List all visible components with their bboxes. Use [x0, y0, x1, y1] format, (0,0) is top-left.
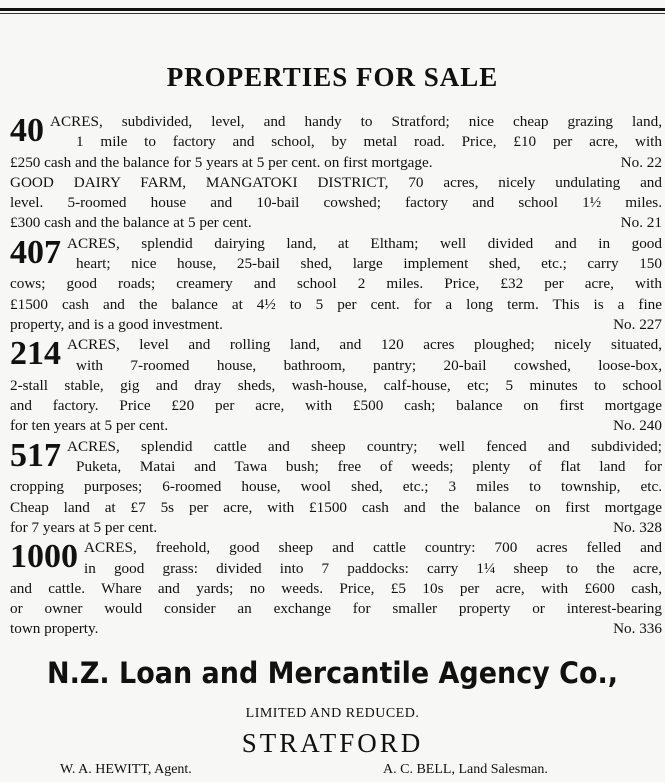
listing-line: or owner would consider an exchange for smaller property or interest-bearing: [10, 600, 662, 618]
listing-reference-number: No. 240: [613, 417, 662, 435]
listing: [10, 112, 662, 173]
lot-acreage-number: 40: [10, 112, 44, 149]
agency-name: N.Z. Loan and Mercantile Agency Co.,: [47, 656, 618, 690]
listing-line-text: for ten years at 5 per cent.: [10, 417, 169, 435]
listing-line: ACRES, splendid dairying land, at Eltham; well divided and in good: [67, 234, 662, 252]
listing-line: [10, 518, 662, 538]
listing-line: level. 5-roomed house and 10-bail cowshed; factory and school 1½ miles.: [10, 194, 662, 212]
agency-town: STRATFORD: [241, 728, 424, 758]
listing-line-text: property, and is a good investment.: [10, 315, 223, 333]
listing-line: Puketa, Matai and Tawa bush; free of weeds; plenty of flat land for: [76, 458, 662, 476]
listing-line: [10, 619, 662, 639]
listing: [10, 538, 662, 639]
listing-line: with 7-roomed house, bathroom, pantry; 20-bail cowshed, loose-box,: [76, 356, 662, 374]
page-heading: PROPERTIES FOR SALE: [166, 62, 499, 92]
listing-line: ACRES, subdivided, level, and handy to Stratford; nice cheap grazing land,: [50, 113, 662, 130]
lot-acreage-number: 517: [10, 436, 61, 474]
listing-line: GOOD DAIRY FARM, MANGATOKI DISTRICT, 70 acres, nicely undulating and: [10, 173, 662, 191]
listing-line: ACRES, splendid cattle and sheep country; well fenced and subdivided;: [67, 437, 662, 455]
listing-reference-number: No. 21: [620, 214, 662, 232]
listing-line: heart; nice house, 25-bail shed, large implement shed, etc.; carry 150: [76, 255, 662, 273]
top-rule: [0, 8, 665, 11]
listing-line: 1 mile to factory and school, by metal road. Price, £10 per acre, with: [76, 133, 662, 151]
land-salesman-name: A. C. BELL, Land Salesman.: [383, 762, 548, 777]
listing-line: [10, 153, 662, 173]
agent-name: W. A. HEWITT, Agent.: [60, 762, 192, 777]
top-rule-thin: [0, 13, 665, 14]
listing-reference-number: No. 336: [613, 620, 662, 638]
listing: [10, 437, 662, 538]
listing-reference-number: No. 22: [620, 153, 662, 171]
listing-line-text: town property.: [10, 620, 99, 638]
listing-line: £1500 cash and the balance at 4½ to 5 per cent. for a long term. This is a fine: [10, 295, 662, 313]
listing-line: ACRES, freehold, good sheep and cattle country: 700 acres felled and: [84, 539, 662, 557]
lot-acreage-number: 407: [10, 233, 61, 271]
listing-reference-number: No. 227: [613, 315, 662, 333]
listing-line: in good grass: divided into 7 paddocks: carry 1¼ sheep to the acre,: [84, 559, 662, 577]
listing-line: Cheap land at £7 5s per acre, with £1500 cash and the balance on first mortgage: [10, 498, 662, 516]
listing: [10, 173, 662, 234]
agency-subtitle: LIMITED AND REDUCED.: [245, 706, 420, 721]
listings: [10, 112, 662, 640]
lot-acreage-number: 1000: [10, 538, 78, 576]
lot-acreage-number: 214: [10, 335, 61, 373]
listing-line-text: for 7 years at 5 per cent.: [10, 518, 158, 536]
listing: [10, 234, 662, 335]
listing-line: [10, 213, 662, 233]
listing-line: 2-stall stable, gig and dray sheds, wash-house, calf-house, etc; 5 minutes to school: [10, 376, 662, 394]
listing-line: ACRES, level and rolling land, and 120 acres ploughed; nicely situated,: [67, 336, 662, 354]
listing-line: cropping purposes; 6-roomed house, wool shed, etc.; 3 miles to township, etc.: [10, 478, 662, 496]
listing-reference-number: No. 328: [613, 518, 662, 536]
listing-line: and factory. Price £20 per acre, with £500 cash; balance on first mortgage: [10, 397, 662, 415]
listing-line: [10, 315, 662, 335]
listing: [10, 335, 662, 436]
listing-line: cows; good roads; creamery and school 2 miles. Price, £32 per acre, with: [10, 275, 662, 293]
listing-line-text: £300 cash and the balance at 5 per cent.: [10, 214, 252, 232]
listing-line: [10, 416, 662, 436]
listing-line: and cattle. Whare and yards; no weeds. Price, £5 10s per acre, with £600 cash,: [10, 579, 662, 597]
listing-line-text: £250 cash and the balance for 5 years at 5 per cent. on first mortgage.: [10, 153, 433, 171]
